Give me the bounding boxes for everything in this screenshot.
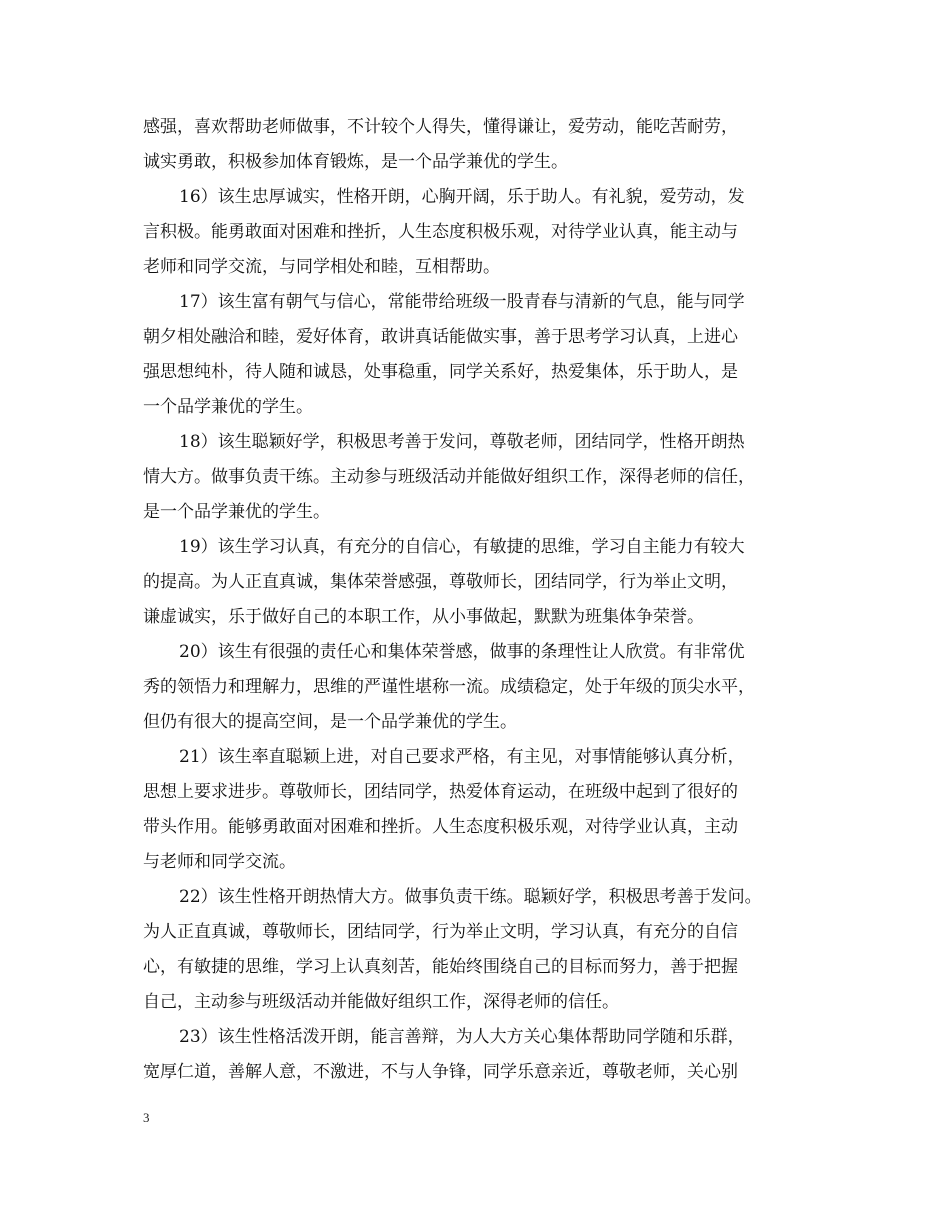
paragraph-line: 秀的领悟力和理解力，思维的严谨性堪称一流。成绩稳定，处于年级的顶尖水平， (143, 677, 755, 697)
paragraph-line: 与老师和同学交流。 (143, 852, 296, 872)
paragraph-line: 谦虚诚实，乐于做好自己的本职工作，从小事做起，默默为班集体争荣誉。 (143, 607, 704, 627)
paragraph-line: 言积极。能勇敢面对困难和挫折，人生态度积极乐观，对待学业认真，能主动与 (143, 222, 738, 242)
paragraph-line: 感强，喜欢帮助老师做事，不计较个人得失，懂得谦让，爱劳动，能吃苦耐劳， (143, 117, 738, 137)
paragraph-line: 的提高。为人正直真诚，集体荣誉感强，尊敬师长，团结同学，行为举止文明， (143, 572, 738, 592)
paragraph-line: 老师和同学交流，与同学相处和睦，互相帮助。 (143, 257, 500, 277)
paragraph-first-line: 20）该生有很强的责任心和集体荣誉感，做事的条理性让人欣赏。有非常优 (179, 642, 745, 662)
document-body (143, 110, 811, 1090)
paragraph-first-line: 23）该生性格活泼开朗，能言善辩，为人大方关心集体帮助同学随和乐群， (179, 1027, 745, 1047)
paragraph-line: 带头作用。能够勇敢面对困难和挫折。人生态度积极乐观，对待学业认真，主动 (143, 817, 738, 837)
paragraph-line: 宽厚仁道，善解人意，不激进，不与人争锋，同学乐意亲近，尊敬老师，关心别 (143, 1062, 738, 1082)
paragraph-line: 诚实勇敢，积极参加体育锻炼，是一个品学兼优的学生。 (143, 152, 568, 172)
paragraph-line: 心，有敏捷的思维，学习上认真刻苦，能始终围绕自己的目标而努力，善于把握 (143, 957, 738, 977)
paragraph-line: 是一个品学兼优的学生。 (143, 502, 330, 522)
paragraph-line: 一个品学兼优的学生。 (143, 397, 313, 417)
paragraph-first-line: 16）该生忠厚诚实，性格开朗，心胸开阔，乐于助人。有礼貌，爱劳动，发 (179, 187, 745, 207)
paragraph-line: 思想上要求进步。尊敬师长，团结同学，热爱体育运动，在班级中起到了很好的 (143, 782, 738, 802)
paragraph-line: 但仍有很大的提高空间，是一个品学兼优的学生。 (143, 712, 517, 732)
paragraph-line: 情大方。做事负责干练。主动参与班级活动并能做好组织工作，深得老师的信任， (143, 467, 755, 487)
paragraph-line: 为人正直真诚，尊敬师长，团结同学，行为举止文明，学习认真，有充分的自信 (143, 922, 738, 942)
paragraph-first-line: 18）该生聪颖好学，积极思考善于发问，尊敬老师，团结同学，性格开朗热 (179, 432, 745, 452)
paragraph-line: 强思想纯朴，待人随和诚恳，处事稳重，同学关系好，热爱集体，乐于助人，是 (143, 362, 738, 382)
page-number: 3 (143, 1110, 150, 1125)
paragraph-first-line: 19）该生学习认真，有充分的自信心，有敏捷的思维，学习自主能力有较大 (179, 537, 745, 557)
paragraph-line: 自己，主动参与班级活动并能做好组织工作，深得老师的信任。 (143, 992, 619, 1012)
paragraph-line: 朝夕相处融洽和睦，爱好体育，敢讲真话能做实事，善于思考学习认真，上进心 (143, 327, 738, 347)
paragraph-first-line: 22）该生性格开朗热情大方。做事负责干练。聪颖好学，积极思考善于发问。 (179, 887, 762, 907)
paragraph-first-line: 21）该生率直聪颖上进，对自己要求严格，有主见，对事情能够认真分析， (179, 747, 745, 767)
paragraph-first-line: 17）该生富有朝气与信心，常能带给班级一股青春与清新的气息，能与同学 (179, 292, 745, 312)
